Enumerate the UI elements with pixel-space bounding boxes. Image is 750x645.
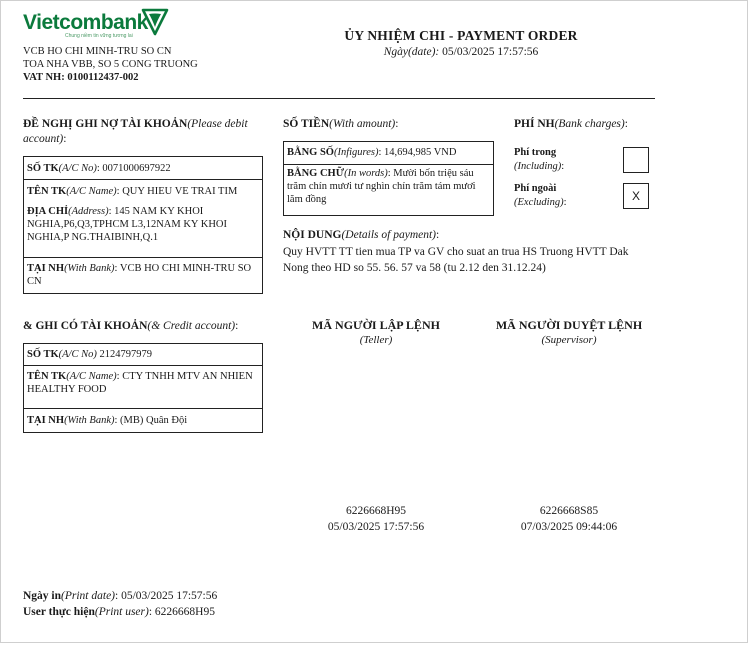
debit-acct-row: SỐ TK(A/C No): 0071000697922: [24, 157, 262, 180]
teller-heading: MÃ NGƯỜI LẬP LỆNH: [312, 318, 440, 332]
debit-heading: ĐỀ NGHỊ GHI NỢ TÀI KHOẢN(Please debit account):: [23, 118, 248, 145]
credit-account-box: [23, 343, 263, 433]
supervisor-code: 6226668S85: [539, 505, 599, 517]
teller-code: 6226668H95: [345, 505, 407, 517]
content-heading: NỘI DUNG(Details of payment):: [283, 229, 440, 241]
branch-address: TOA NHA VBB, SO 5 CONG TRUONG: [23, 59, 198, 70]
print-date: Ngày in(Print date): 05/03/2025 17:57:56: [23, 590, 218, 602]
debit-address: ĐỊA CHỈ(Address): 145 NAM KY KHOI NGHIA,P6,Q3,TPHCM L3,12NAM KY KHOI NGHIA,P NG.THAIBINH,Q.1: [27, 206, 227, 243]
amount-figures-row: BẰNG SỐ(Infigures): 14,694,985 VND: [284, 142, 493, 165]
debit-bank-row: TẠI NH(With Bank): VCB HO CHI MINH-TRU SO CN: [27, 263, 252, 287]
amount-box: [283, 141, 494, 216]
document-title: ỦY NHIỆM CHI - PAYMENT ORDER: [344, 28, 578, 43]
payment-details-text: Quy HVTT TT tien mua TP va GV cho suat an trua HS Truong HVTT Dak Nong theo HD so 55. 56. 57 va 58 (tu 2.12 den 31.12.24): [283, 246, 629, 274]
supervisor-subheading: (Supervisor): [541, 334, 597, 346]
fees-heading: PHÍ NH(Bank charges):: [514, 118, 628, 130]
fee-excluding-checkbox[interactable]: X: [623, 183, 649, 209]
header-divider: [23, 98, 655, 99]
teller-timestamp: 05/03/2025 17:57:56: [327, 521, 425, 533]
credit-acct-row: SỐ TK(A/C No) 2124797979: [24, 344, 262, 366]
fee-excluding-label: Phí ngoài (Excluding):: [514, 183, 567, 208]
vietcombank-logo: [23, 7, 173, 43]
vietcombank-leaf-icon: [141, 7, 169, 37]
logo-wordmark: Vietcombank: [23, 11, 148, 34]
amount-words-row: BẰNG CHỮ(In words): Mười bốn triệu sáu trăm chín mươi tư nghìn chín trăm tám mươi lăm đồng: [287, 168, 476, 205]
debit-name-address-row: [24, 180, 262, 258]
debit-account-box: [23, 156, 263, 294]
credit-bank-row: TẠI NH(With Bank): (MB) Quân Đội: [27, 415, 188, 426]
print-user: User thực hiện(Print user): 6226668H95: [23, 606, 215, 618]
credit-name-row: TÊN TK(A/C Name): CTY TNHH MTV AN NHIEN HEALTHY FOOD: [24, 366, 262, 409]
amount-heading: SỐ TIỀN(With amount):: [283, 118, 399, 130]
teller-subheading: (Teller): [359, 334, 393, 346]
credit-heading: & GHI CÓ TÀI KHOẢN(& Credit account):: [23, 320, 239, 332]
fee-including-label: Phí trong (Including):: [514, 147, 565, 172]
document-date: Ngày(date): 05/03/2025 17:57:56: [383, 46, 539, 58]
vat-number: VAT NH: 0100112437-002: [23, 72, 139, 83]
fee-including-checkbox[interactable]: [623, 147, 649, 173]
logo-tagline: Chung niềm tin vững tương lai: [65, 33, 133, 39]
supervisor-timestamp: 07/03/2025 09:44:06: [520, 521, 618, 533]
branch-name: VCB HO CHI MINH-TRU SO CN: [23, 46, 172, 57]
supervisor-heading: MÃ NGƯỜI DUYỆT LỆNH: [495, 318, 643, 332]
debit-name: TÊN TK(A/C Name): QUY HIEU VE TRAI TIM: [27, 186, 238, 197]
